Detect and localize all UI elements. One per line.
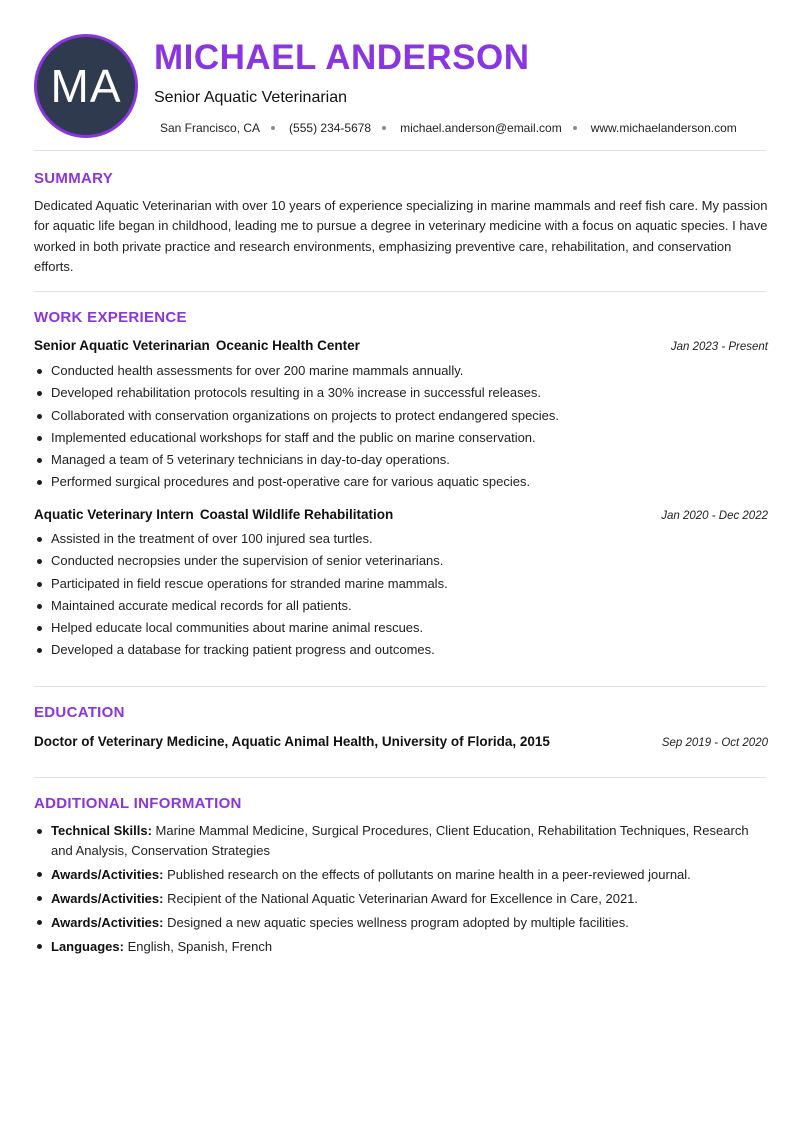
job-role: Aquatic Veterinary Intern	[34, 507, 194, 522]
info-text: Published research on the effects of pollutants on marine health in a peer-reviewed journal.	[167, 866, 691, 882]
candidate-name: MICHAEL ANDERSON	[154, 38, 530, 77]
section-divider	[34, 150, 766, 151]
contact-website[interactable]: www.michaelanderson.com	[590, 121, 737, 135]
job-org: Oceanic Health Center	[215, 338, 360, 353]
list-item: Managed a team of 5 veterinary technicians in day-to-day operations.	[34, 449, 768, 471]
job-header	[34, 338, 768, 353]
list-item	[34, 913, 768, 933]
info-label: Technical Skills:	[51, 823, 152, 838]
section-divider	[34, 686, 766, 687]
job-title-line	[34, 338, 360, 353]
education-heading: EDUCATION	[34, 704, 125, 721]
additional-list	[34, 821, 768, 961]
summary-heading: SUMMARY	[34, 170, 114, 187]
info-label: Languages:	[51, 938, 124, 954]
education-dates: Sep 2019 - Oct 2020	[661, 737, 768, 749]
list-item	[34, 865, 768, 885]
contact-location: San Francisco, CA	[160, 121, 261, 135]
additional-heading: ADDITIONAL INFORMATION	[34, 795, 242, 812]
summary-text: Dedicated Aquatic Veterinarian with over 10 years of experience specializing in marine mammals and reef fish care. My passion for aquatic life began in childhood, leading me to pursue a degree in veterinary medicine with a focus on aquatic species. I have worked in both private practice and research environments, emphasizing preventive care, rehabilitation, and conservation efforts.	[34, 198, 768, 274]
candidate-title: Senior Aquatic Veterinarian	[154, 89, 348, 106]
avatar-initials: MA	[50, 60, 122, 112]
contact-phone: (555) 234-5678	[289, 121, 372, 135]
job-org: Coastal Wildlife Rehabilitation	[199, 507, 394, 522]
info-text: Recipient of the National Aquatic Veterinarian Award for Excellence in Care, 2021.	[167, 890, 639, 906]
info-text: Marine Mammal Medicine, Surgical Procedures, Client Education, Rehabilitation Techniques, Research and Analysis, Conservation Strategies	[51, 823, 749, 858]
contact-bar	[160, 121, 737, 135]
contact-email[interactable]: michael.anderson@email.com	[400, 121, 562, 135]
list-item: Helped educate local communities about marine animal rescues.	[34, 617, 768, 639]
list-item: Implemented educational workshops for staff and the public on marine conservation.	[34, 427, 768, 449]
job-bullets	[34, 360, 768, 494]
job-header	[34, 507, 768, 522]
list-item	[34, 889, 768, 909]
list-item: Conducted health assessments for over 200 marine mammals annually.	[34, 360, 768, 382]
list-item: Collaborated with conservation organizations on projects to protect endangered species.	[34, 405, 768, 427]
info-text: Designed a new aquatic species wellness program adopted by multiple facilities.	[167, 914, 629, 930]
avatar	[34, 34, 138, 138]
info-label: Awards/Activities:	[51, 890, 164, 906]
list-item: Conducted necropsies under the supervision of senior veterinarians.	[34, 550, 768, 572]
section-divider	[34, 777, 766, 778]
separator-dot-icon	[271, 126, 275, 130]
list-item: Performed surgical procedures and post-operative care for various aquatic species.	[34, 471, 768, 493]
info-text: English, Spanish, French	[127, 938, 273, 954]
separator-dot-icon	[573, 126, 577, 130]
list-item: Assisted in the treatment of over 100 injured sea turtles.	[34, 528, 768, 550]
job-bullets	[34, 528, 768, 662]
job-role: Senior Aquatic Veterinarian	[34, 338, 210, 353]
list-item: Participated in field rescue operations for stranded marine mammals.	[34, 573, 768, 595]
experience-heading: WORK EXPERIENCE	[34, 309, 187, 326]
job-dates: Jan 2023 - Present	[670, 341, 768, 353]
section-divider	[34, 291, 766, 292]
list-item: Developed rehabilitation protocols resulting in a 30% increase in successful releases.	[34, 382, 768, 404]
list-item	[34, 821, 768, 860]
education-entry	[34, 734, 768, 749]
info-label: Awards/Activities:	[51, 866, 164, 882]
list-item	[34, 937, 768, 957]
info-label: Awards/Activities:	[51, 914, 164, 930]
job-title-line	[34, 507, 393, 522]
separator-dot-icon	[382, 126, 386, 130]
list-item: Developed a database for tracking patient progress and outcomes.	[34, 639, 768, 661]
education-degree: Doctor of Veterinary Medicine, Aquatic Animal Health, University of Florida, 2015	[34, 734, 550, 749]
list-item: Maintained accurate medical records for all patients.	[34, 595, 768, 617]
job-dates: Jan 2020 - Dec 2022	[661, 510, 768, 522]
